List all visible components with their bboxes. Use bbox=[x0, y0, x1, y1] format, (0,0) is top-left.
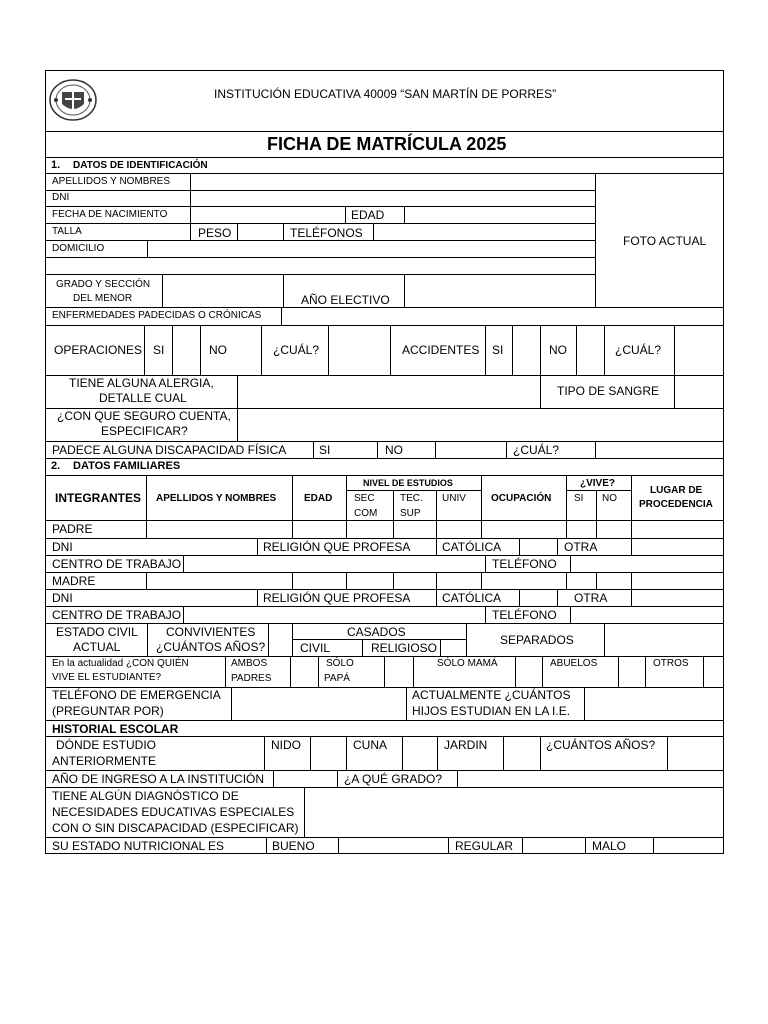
divider bbox=[595, 441, 596, 458]
divider bbox=[328, 325, 329, 375]
label-dni: DNI bbox=[52, 192, 70, 203]
divider bbox=[448, 837, 449, 854]
divider bbox=[183, 606, 184, 623]
label-seguro-1: ¿CON QUE SEGURO CUENTA, bbox=[57, 409, 231, 423]
divider bbox=[147, 623, 148, 656]
divider bbox=[440, 639, 441, 656]
header-sec-2: COM bbox=[354, 508, 378, 519]
divider bbox=[257, 589, 258, 606]
divider bbox=[645, 656, 646, 687]
header-univ: UNIV bbox=[442, 493, 466, 504]
label-diag-3: CON O SIN DISCAPACIDAD (ESPECIFICAR) bbox=[52, 821, 299, 835]
label-telefono-padre: TELÉFONO bbox=[492, 557, 557, 571]
divider bbox=[604, 325, 605, 375]
divider bbox=[45, 274, 595, 275]
divider bbox=[225, 656, 226, 687]
divider bbox=[281, 307, 282, 325]
divider bbox=[653, 837, 654, 854]
section-number: 1. bbox=[51, 159, 61, 171]
divider bbox=[570, 555, 571, 572]
label-foto-actual: FOTO ACTUAL bbox=[623, 234, 707, 248]
label-catolica-madre: CATÓLICA bbox=[442, 591, 502, 605]
label-estado-civil-2: ACTUAL bbox=[73, 640, 121, 654]
label-seguro-2: ESPECIFICAR? bbox=[101, 424, 188, 438]
divider bbox=[393, 520, 394, 538]
header-tec-1: TEC. bbox=[400, 493, 423, 504]
divider bbox=[413, 656, 414, 687]
divider bbox=[566, 520, 567, 538]
divider bbox=[45, 441, 724, 442]
label-diag-1: TIENE ALGÚN DIAGNÓSTICO DE bbox=[52, 789, 239, 803]
divider bbox=[618, 656, 619, 687]
divider bbox=[515, 656, 516, 687]
divider bbox=[162, 274, 163, 307]
divider bbox=[540, 375, 541, 408]
label-telefonos: TELÉFONOS bbox=[290, 226, 363, 240]
divider bbox=[190, 173, 191, 223]
divider bbox=[146, 572, 147, 589]
label-solo-mama: SÓLO MAMÁ bbox=[437, 658, 498, 669]
divider bbox=[519, 589, 520, 606]
divider bbox=[310, 736, 311, 770]
label-otra-madre: OTRA bbox=[574, 591, 608, 605]
divider bbox=[346, 572, 347, 589]
divider bbox=[231, 687, 232, 720]
divider bbox=[304, 787, 305, 837]
divider bbox=[345, 206, 346, 223]
label-anio-electivo: AÑO ELECTIVO bbox=[301, 293, 390, 307]
form-title: FICHA DE MATRÍCULA 2025 bbox=[267, 134, 507, 154]
divider bbox=[292, 639, 466, 640]
header-nivel-estudios: NIVEL DE ESTUDIOS bbox=[363, 478, 453, 488]
divider bbox=[45, 606, 724, 607]
label-acc-no: NO bbox=[549, 343, 567, 357]
divider bbox=[481, 520, 482, 538]
divider bbox=[503, 736, 504, 770]
divider bbox=[45, 190, 595, 191]
divider bbox=[337, 770, 338, 787]
divider bbox=[266, 837, 267, 854]
divider bbox=[45, 257, 595, 258]
divider bbox=[147, 240, 148, 257]
divider bbox=[146, 520, 147, 538]
label-catolica-padre: CATÓLICA bbox=[442, 540, 502, 554]
section-title: DATOS DE IDENTIFICACIÓN bbox=[73, 160, 208, 171]
divider bbox=[466, 623, 467, 656]
divider bbox=[667, 736, 668, 770]
divider bbox=[45, 240, 595, 241]
divider bbox=[346, 520, 347, 538]
label-padre: PADRE bbox=[52, 522, 93, 536]
label-nutricional: SU ESTADO NUTRICIONAL ES bbox=[52, 839, 225, 853]
divider bbox=[604, 623, 605, 656]
divider bbox=[264, 736, 265, 770]
section-title: DATOS FAMILIARES bbox=[73, 460, 181, 472]
divider bbox=[404, 274, 405, 307]
divider bbox=[45, 837, 724, 838]
divider bbox=[45, 458, 724, 459]
divider bbox=[373, 223, 374, 240]
divider bbox=[45, 555, 724, 556]
divider bbox=[703, 656, 704, 687]
label-donde-1: DÓNDE ESTUDIO bbox=[56, 738, 157, 752]
label-apellidos: APELLIDOS Y NOMBRES bbox=[52, 176, 171, 187]
divider bbox=[393, 572, 394, 589]
header-vive: ¿VIVE? bbox=[580, 478, 616, 489]
divider bbox=[540, 736, 541, 770]
divider bbox=[584, 687, 585, 720]
divider bbox=[45, 538, 724, 539]
label-regular: REGULAR bbox=[455, 839, 514, 853]
divider bbox=[237, 408, 238, 441]
label-religion-madre: RELIGIÓN QUE PROFESA bbox=[263, 591, 411, 605]
divider bbox=[45, 787, 724, 788]
divider bbox=[402, 736, 403, 770]
divider bbox=[268, 623, 269, 656]
label-dni-madre: DNI bbox=[52, 591, 73, 605]
divider bbox=[457, 770, 458, 787]
label-jardin: JARDIN bbox=[444, 738, 488, 752]
divider bbox=[283, 223, 284, 240]
divider bbox=[292, 520, 293, 538]
header-integrantes: INTEGRANTES bbox=[55, 491, 142, 505]
divider bbox=[172, 325, 173, 375]
label-madre: MADRE bbox=[52, 574, 96, 588]
institution-name: INSTITUCIÓN EDUCATIVA 40009 “SAN MARTÍN DE PORRES” bbox=[214, 87, 557, 101]
label-otros: OTROS bbox=[653, 658, 689, 669]
label-domicilio: DOMICILIO bbox=[52, 243, 105, 254]
label-civil: CIVIL bbox=[300, 641, 331, 655]
divider bbox=[190, 223, 191, 240]
divider bbox=[595, 173, 596, 307]
header-tec-2: SUP bbox=[400, 508, 421, 519]
header-edad: EDAD bbox=[304, 493, 333, 504]
divider bbox=[338, 837, 339, 854]
divider bbox=[631, 572, 632, 589]
label-hist-cuantos-anios: ¿CUÁNTOS AÑOS? bbox=[546, 738, 656, 752]
label-separados: SEPARADOS bbox=[500, 633, 574, 647]
divider bbox=[313, 441, 314, 458]
divider bbox=[346, 490, 481, 491]
divider bbox=[45, 325, 724, 326]
label-op-si: SI bbox=[153, 343, 165, 357]
divider bbox=[674, 325, 675, 375]
divider bbox=[435, 441, 436, 458]
label-religioso: RELIGIOSO bbox=[371, 641, 438, 655]
divider bbox=[390, 325, 391, 375]
divider bbox=[45, 589, 724, 590]
label-op-cual: ¿CUÁL? bbox=[273, 343, 320, 357]
divider bbox=[512, 325, 513, 375]
divider bbox=[377, 441, 378, 458]
label-enfermedades: ENFERMEDADES PADECIDAS O CRÓNICAS bbox=[52, 310, 262, 321]
label-op-no: NO bbox=[209, 343, 227, 357]
divider bbox=[290, 656, 291, 687]
label-fecha-nacimiento: FECHA DE NACIMIENTO bbox=[52, 209, 168, 220]
divider bbox=[45, 206, 595, 207]
divider bbox=[237, 375, 238, 408]
label-accidentes: ACCIDENTES bbox=[402, 343, 480, 357]
label-grado-1: GRADO Y SECCIÓN bbox=[56, 279, 151, 290]
label-edad: EDAD bbox=[351, 208, 385, 222]
label-diag-2: NECESIDADES EDUCATIVAS ESPECIALES bbox=[52, 805, 295, 819]
divider bbox=[631, 589, 632, 606]
label-vive-con-1: En la actualidad ¿CON QUIÉN bbox=[52, 658, 189, 669]
divider bbox=[596, 520, 597, 538]
divider bbox=[404, 206, 405, 223]
label-convivientes: CONVIVIENTES bbox=[166, 625, 256, 639]
divider bbox=[436, 572, 437, 589]
label-acc-cual: ¿CUÁL? bbox=[615, 343, 662, 357]
label-vive-con-2: VIVE EL ESTUDIANTE? bbox=[52, 672, 162, 683]
divider bbox=[200, 325, 201, 375]
divider bbox=[540, 325, 541, 375]
label-malo: MALO bbox=[592, 839, 627, 853]
label-centro-madre: CENTRO DE TRABAJO bbox=[52, 608, 182, 622]
divider bbox=[318, 656, 319, 687]
divider bbox=[542, 656, 543, 687]
label-operaciones: OPERACIONES bbox=[54, 343, 143, 357]
divider bbox=[436, 589, 437, 606]
label-solo-papa-1: SÓLO bbox=[326, 658, 354, 669]
label-estado-civil-1: ESTADO CIVIL bbox=[56, 625, 138, 639]
divider bbox=[237, 223, 238, 240]
divider bbox=[566, 572, 567, 589]
divider bbox=[45, 223, 595, 224]
label-alergia-2: DETALLE CUAL bbox=[99, 391, 187, 405]
label-hijos-2: HIJOS ESTUDIAN EN LA I.E. bbox=[412, 704, 571, 718]
divider bbox=[481, 572, 482, 589]
divider bbox=[485, 325, 486, 375]
divider bbox=[557, 538, 558, 555]
divider bbox=[261, 325, 262, 375]
historial-title: HISTORIAL ESCOLAR bbox=[52, 722, 179, 736]
divider bbox=[346, 736, 347, 770]
divider bbox=[557, 589, 558, 606]
header-sec-1: SEC bbox=[354, 493, 375, 504]
label-telefono-madre: TELÉFONO bbox=[492, 608, 557, 622]
divider bbox=[406, 687, 407, 720]
divider bbox=[362, 639, 363, 656]
label-solo-papa-2: PAPÁ bbox=[324, 673, 350, 684]
label-ambos-2: PADRES bbox=[231, 673, 272, 684]
divider bbox=[384, 656, 385, 687]
divider bbox=[273, 770, 274, 787]
divider bbox=[283, 274, 284, 307]
header-vive-no: NO bbox=[602, 493, 617, 504]
divider bbox=[576, 325, 577, 375]
label-centro-padre: CENTRO DE TRABAJO bbox=[52, 557, 182, 571]
label-religion-padre: RELIGIÓN QUE PROFESA bbox=[263, 540, 411, 554]
divider bbox=[485, 606, 486, 623]
label-que-grado: ¿A QUÉ GRADO? bbox=[344, 772, 443, 786]
label-peso: PESO bbox=[198, 226, 232, 240]
divider bbox=[522, 837, 523, 854]
divider bbox=[570, 606, 571, 623]
label-cuantos-anios: ¿CUÁNTOS AÑOS? bbox=[156, 640, 266, 654]
label-casados: CASADOS bbox=[347, 625, 406, 639]
divider bbox=[292, 572, 293, 589]
divider bbox=[45, 307, 724, 308]
header-lugar-2: PROCEDENCIA bbox=[639, 499, 713, 510]
label-bueno: BUENO bbox=[272, 839, 315, 853]
divider bbox=[585, 837, 586, 854]
divider bbox=[257, 538, 258, 555]
header-apellidos: APELLIDOS Y NOMBRES bbox=[156, 493, 277, 504]
label-donde-2: ANTERIORMENTE bbox=[52, 754, 157, 768]
label-nido: NIDO bbox=[271, 738, 301, 752]
label-grado-2: DEL MENOR bbox=[73, 293, 133, 304]
header-ocupacion: OCUPACIÓN bbox=[491, 493, 552, 504]
label-alergia-1: TIENE ALGUNA ALERGIA, bbox=[69, 376, 214, 390]
divider bbox=[566, 490, 631, 491]
divider bbox=[45, 770, 724, 771]
label-hijos-1: ACTUALMENTE ¿CUÁNTOS bbox=[412, 688, 571, 702]
header-lugar-1: LUGAR DE bbox=[650, 485, 703, 496]
label-dni-padre: DNI bbox=[52, 540, 73, 554]
divider bbox=[485, 555, 486, 572]
divider bbox=[631, 520, 632, 538]
label-tipo-sangre: TIPO DE SANGRE bbox=[557, 384, 660, 398]
section-number: 2. bbox=[51, 460, 61, 472]
label-acc-si: SI bbox=[492, 343, 504, 357]
school-crest-icon bbox=[48, 78, 98, 122]
label-emergencia-1: TELÉFONO DE EMERGENCIA bbox=[52, 688, 221, 702]
label-dis-si: SI bbox=[319, 443, 331, 457]
label-discapacidad: PADECE ALGUNA DISCAPACIDAD FÍSICA bbox=[52, 443, 287, 457]
label-emergencia-2: (PREGUNTAR POR) bbox=[52, 704, 164, 718]
divider bbox=[144, 325, 145, 375]
label-talla: TALLA bbox=[52, 226, 82, 237]
label-cuna: CUNA bbox=[353, 738, 388, 752]
label-ambos-1: AMBOS bbox=[231, 658, 268, 669]
label-dis-cual: ¿CUÁL? bbox=[513, 443, 560, 457]
divider bbox=[506, 441, 507, 458]
divider bbox=[45, 736, 724, 737]
label-otra-padre: OTRA bbox=[564, 540, 598, 554]
divider bbox=[45, 157, 724, 158]
divider bbox=[437, 736, 438, 770]
label-abuelos: ABUELOS bbox=[550, 658, 598, 669]
header-vive-si: SI bbox=[574, 493, 584, 504]
divider bbox=[519, 538, 520, 555]
divider bbox=[596, 572, 597, 589]
label-anio-ingreso: AÑO DE INGRESO A LA INSTITUCIÓN bbox=[52, 772, 265, 786]
label-dis-no: NO bbox=[385, 443, 403, 457]
divider bbox=[436, 520, 437, 538]
divider bbox=[45, 173, 724, 174]
divider bbox=[183, 555, 184, 572]
divider bbox=[45, 720, 724, 721]
divider bbox=[674, 375, 675, 408]
divider bbox=[436, 538, 437, 555]
divider bbox=[45, 131, 724, 132]
divider bbox=[631, 538, 632, 555]
